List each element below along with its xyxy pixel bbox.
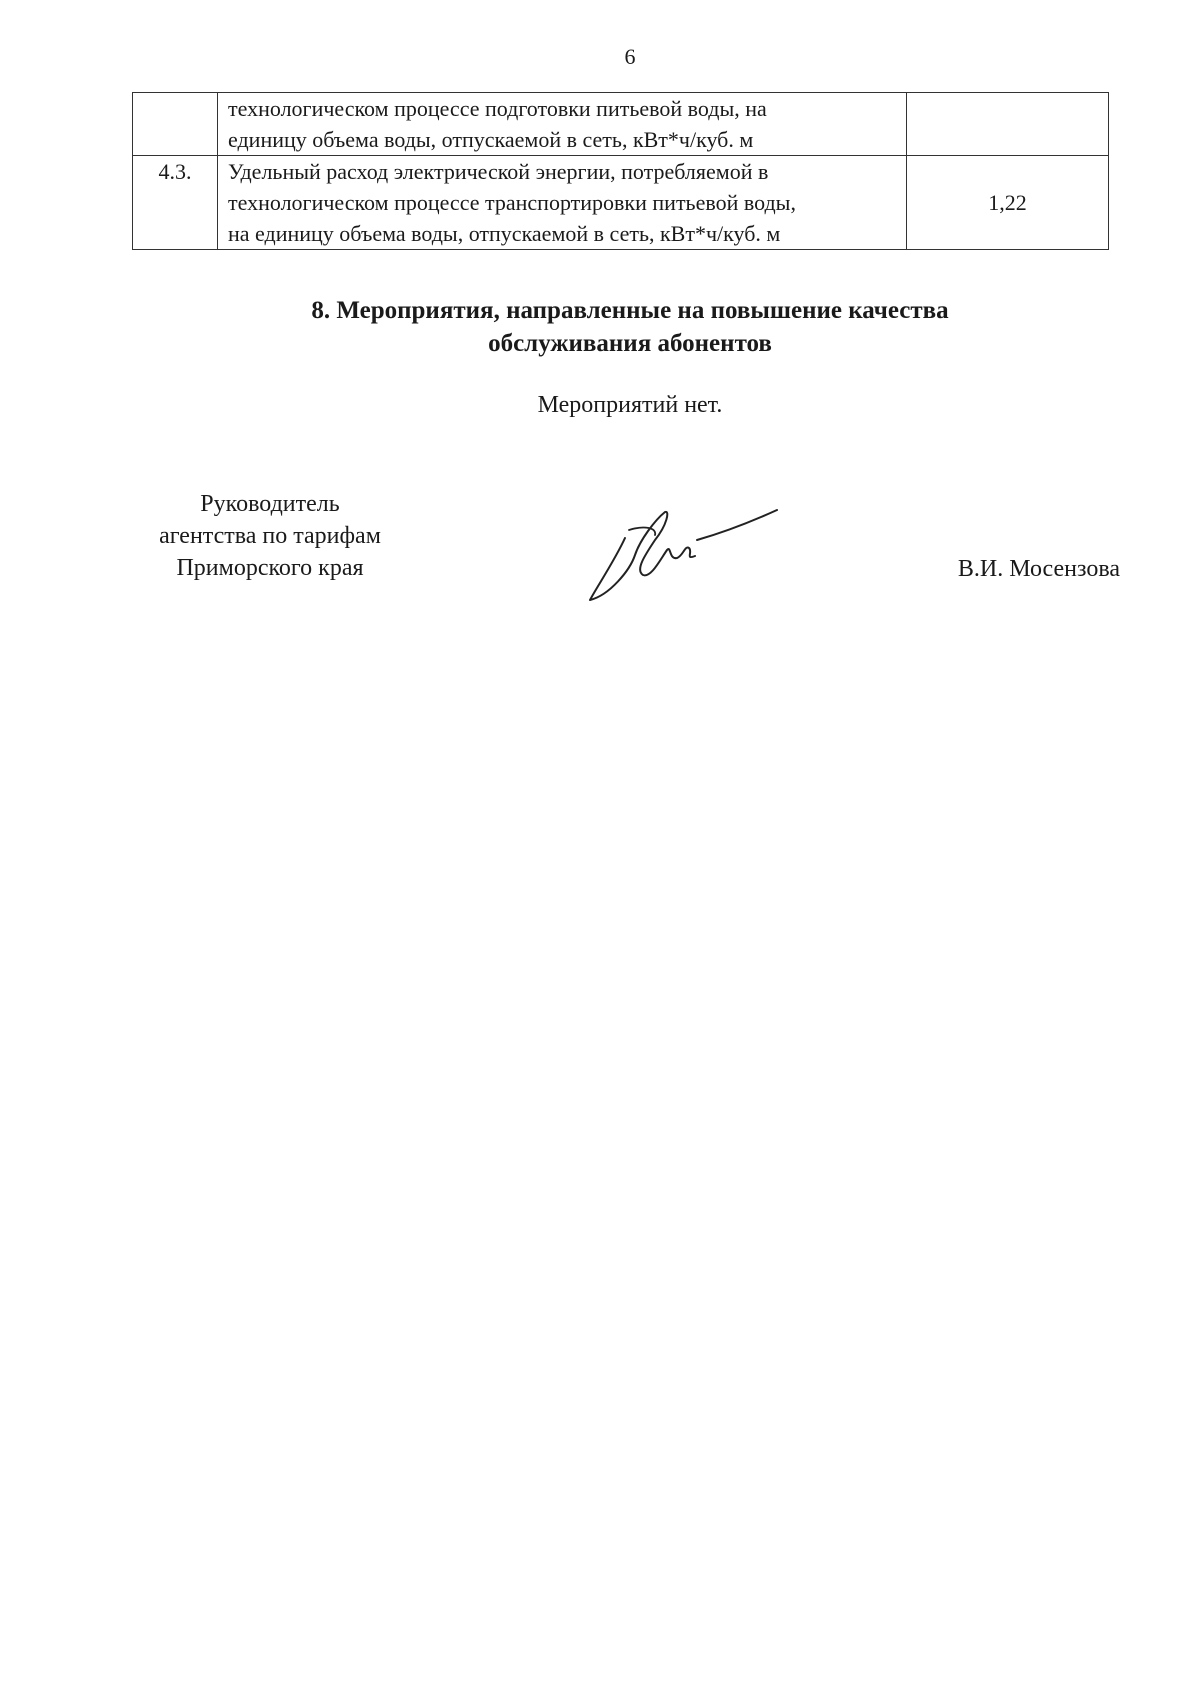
signer-position-line: Приморского края xyxy=(176,555,364,581)
description-line: технологическом процессе подготовки питьевой воды, на xyxy=(228,96,767,121)
row-number-cell xyxy=(133,93,218,156)
row-description-cell xyxy=(218,156,907,250)
table-row xyxy=(133,93,1109,156)
section-title-line: обслуживания абонентов xyxy=(488,330,772,357)
row-description-cell xyxy=(218,93,907,156)
signer-position-line: агентства по тарифам xyxy=(159,523,381,549)
handwritten-signature xyxy=(585,500,785,610)
page-number: 6 xyxy=(624,44,636,69)
signer-name: В.И. Мосензова xyxy=(957,556,1120,582)
row-value-cell: 1,22 xyxy=(907,156,1109,250)
indicators-table xyxy=(132,92,1109,250)
row-number-cell: 4.3. xyxy=(133,156,218,250)
section-title xyxy=(0,294,1200,360)
description-line: технологическом процессе транспортировки питьевой воды, xyxy=(228,190,796,215)
signer-position xyxy=(120,488,420,584)
section-body: Мероприятий нет. xyxy=(537,392,723,418)
section-title-line: 8. Мероприятия, направленные на повышение качества xyxy=(311,297,949,324)
table-row xyxy=(133,156,1109,250)
row-value-cell xyxy=(907,93,1109,156)
description-line: на единицу объема воды, отпускаемой в сеть, кВт*ч/куб. м xyxy=(228,221,781,246)
signer-position-line: Руководитель xyxy=(200,491,340,517)
description-line: единицу объема воды, отпускаемой в сеть, кВт*ч/куб. м xyxy=(228,127,754,152)
description-line: Удельный расход электрической энергии, потребляемой в xyxy=(228,159,769,184)
